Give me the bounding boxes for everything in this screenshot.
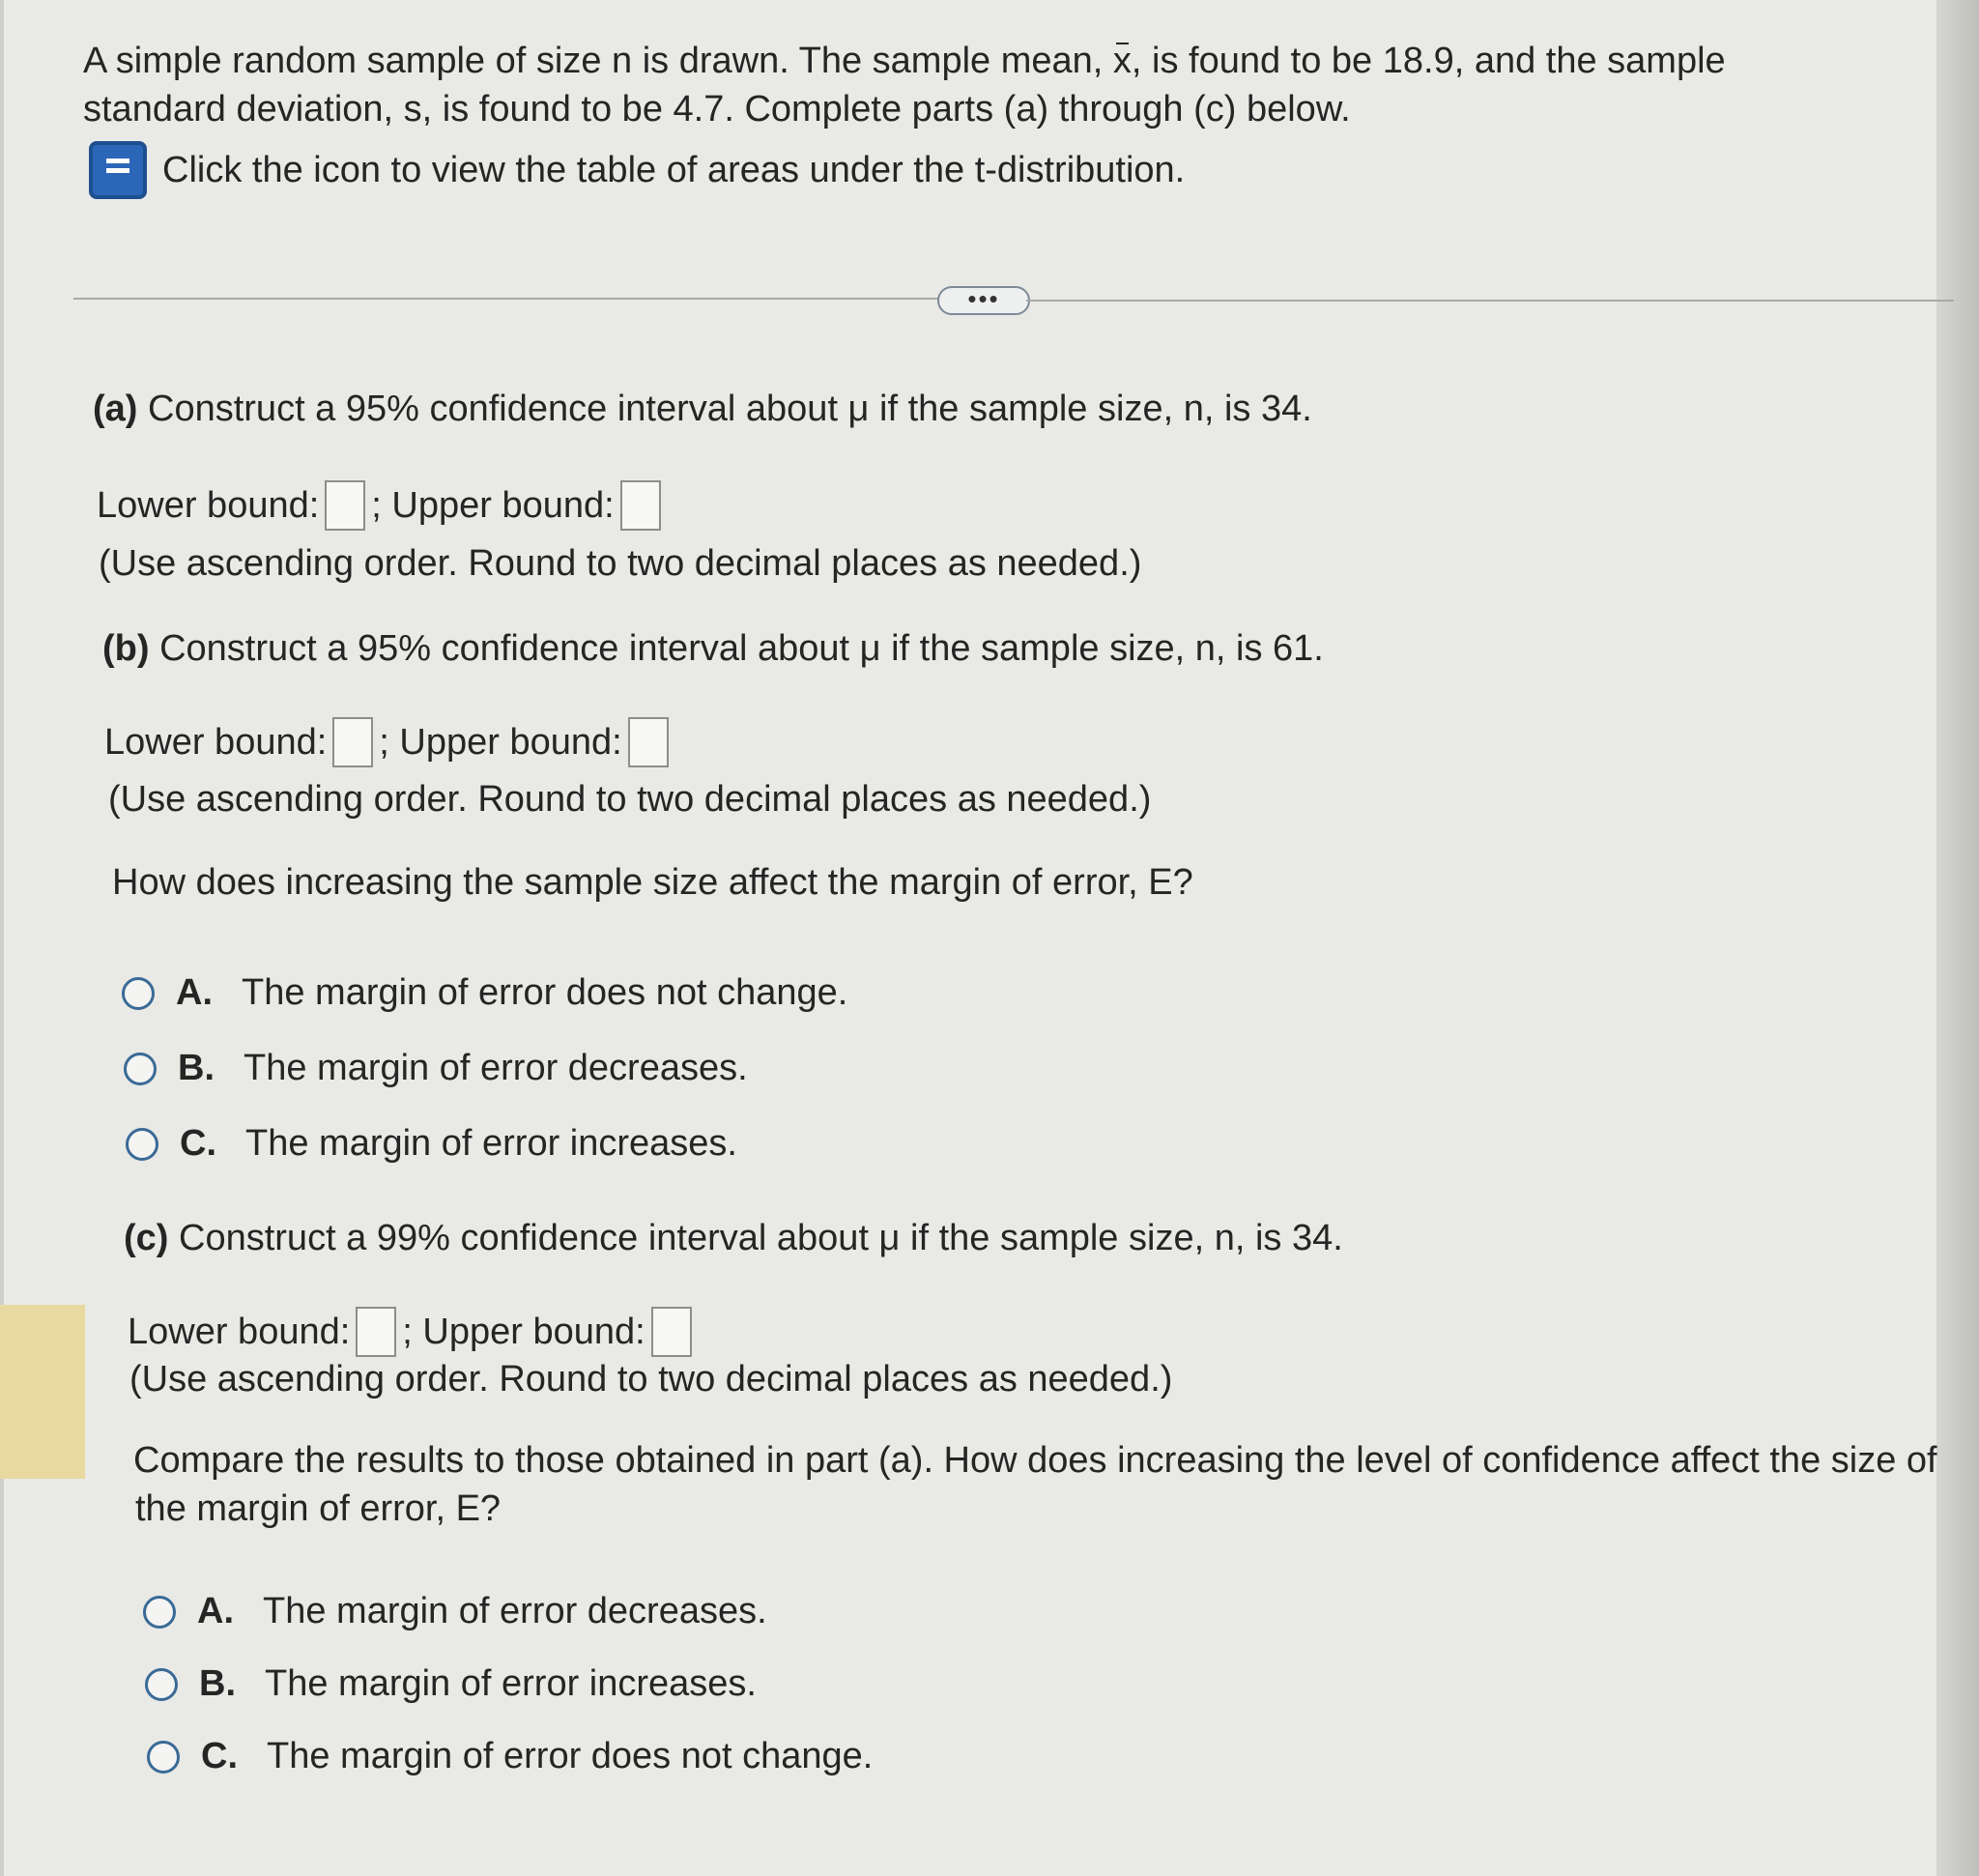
part-c-lower-label: Lower bound:: [128, 1311, 351, 1352]
option-text: The margin of error does not change.: [267, 1736, 874, 1776]
part-c-label: (c): [124, 1218, 169, 1258]
radio-button[interactable]: [124, 1053, 157, 1085]
part-b-lower-bound-input[interactable]: [332, 717, 373, 767]
intro-text-start: A simple random sample of size n is drawn. The sample mean,: [83, 41, 1113, 81]
option-letter: B.: [199, 1663, 236, 1704]
option-text: The margin of error decreases.: [244, 1048, 748, 1088]
part-c-lower-bound-input[interactable]: [356, 1307, 396, 1357]
t-table-link-text: Click the icon to view the table of areas under the t-distribution.: [162, 149, 1186, 190]
radio-button[interactable]: [122, 977, 155, 1010]
part-a-question: [93, 385, 1312, 433]
part-b-label: (b): [102, 628, 150, 669]
part-c-upper-bound-input[interactable]: [651, 1307, 692, 1357]
option-letter: B.: [178, 1048, 215, 1088]
t-table-link[interactable]: [89, 141, 1185, 199]
expand-more-button[interactable]: •••: [937, 286, 1030, 315]
part-c-option-b[interactable]: [145, 1663, 757, 1705]
intro-text-end: , is found to be 18.9, and the sample standard deviation, s, is found to be 4.7. Complete parts (a) through (c) below.: [83, 41, 1726, 130]
option-text: The margin of error increases.: [265, 1663, 757, 1704]
part-b-followup: How does increasing the sample size affect the margin of error, E?: [112, 862, 1193, 903]
radio-button[interactable]: [147, 1741, 180, 1774]
screen-left-edge: [0, 0, 4, 1876]
part-b-hint: (Use ascending order. Round to two decimal places as needed.): [108, 779, 1152, 820]
option-letter: A.: [197, 1591, 234, 1631]
part-b-option-c[interactable]: [126, 1123, 737, 1165]
divider: [73, 298, 962, 300]
part-c-hint: (Use ascending order. Round to two decimal places as needed.): [129, 1359, 1173, 1400]
part-b-answer-row: [104, 717, 674, 767]
radio-button[interactable]: [143, 1596, 176, 1629]
part-a-upper-label: ; Upper bound:: [371, 484, 615, 526]
part-a-answer-row: [97, 480, 667, 531]
option-letter: C.: [180, 1123, 216, 1164]
radio-button[interactable]: [126, 1128, 158, 1161]
part-a-hint: (Use ascending order. Round to two decimal places as needed.): [99, 543, 1142, 584]
part-b-question: [102, 624, 1324, 673]
question-page: [35, 0, 1936, 1876]
part-b-option-a[interactable]: [122, 972, 847, 1014]
part-c-upper-label: ; Upper bound:: [402, 1311, 645, 1352]
part-c-option-a[interactable]: [143, 1591, 767, 1632]
part-a-lower-bound-input[interactable]: [325, 480, 365, 531]
option-text: The margin of error does not change.: [242, 972, 848, 1013]
part-c-followup-line2: the margin of error, E?: [135, 1488, 502, 1529]
option-letter: C.: [201, 1736, 238, 1776]
part-a-lower-label: Lower bound:: [97, 484, 320, 526]
option-letter: A.: [176, 972, 213, 1013]
option-text: The margin of error increases.: [245, 1123, 737, 1164]
part-c-question: [124, 1214, 1343, 1262]
divider: [1026, 300, 1954, 302]
part-a-upper-bound-input[interactable]: [620, 480, 661, 531]
problem-statement: [83, 37, 1842, 133]
sample-mean-symbol: x: [1113, 37, 1132, 85]
table-book-icon[interactable]: [89, 141, 147, 199]
part-a-question-text: Construct a 95% confidence interval about μ if the sample size, n, is 34.: [137, 389, 1312, 429]
part-b-option-b[interactable]: [124, 1048, 748, 1089]
radio-button[interactable]: [145, 1668, 178, 1701]
part-c-option-c[interactable]: [147, 1736, 873, 1777]
part-c-question-text: Construct a 99% confidence interval about μ if the sample size, n, is 34.: [168, 1218, 1343, 1258]
part-b-lower-label: Lower bound:: [104, 721, 328, 763]
part-c-answer-row: [128, 1307, 698, 1357]
scrollbar-track[interactable]: [1936, 0, 1979, 1876]
part-b-upper-label: ; Upper bound:: [379, 721, 622, 763]
part-b-question-text: Construct a 95% confidence interval about μ if the sample size, n, is 61.: [149, 628, 1324, 669]
part-c-followup-line1: Compare the results to those obtained in part (a). How does increasing the level of confidence affect the size of: [133, 1440, 1937, 1481]
option-text: The margin of error decreases.: [263, 1591, 767, 1631]
part-a-label: (a): [93, 389, 138, 429]
part-b-upper-bound-input[interactable]: [628, 717, 669, 767]
